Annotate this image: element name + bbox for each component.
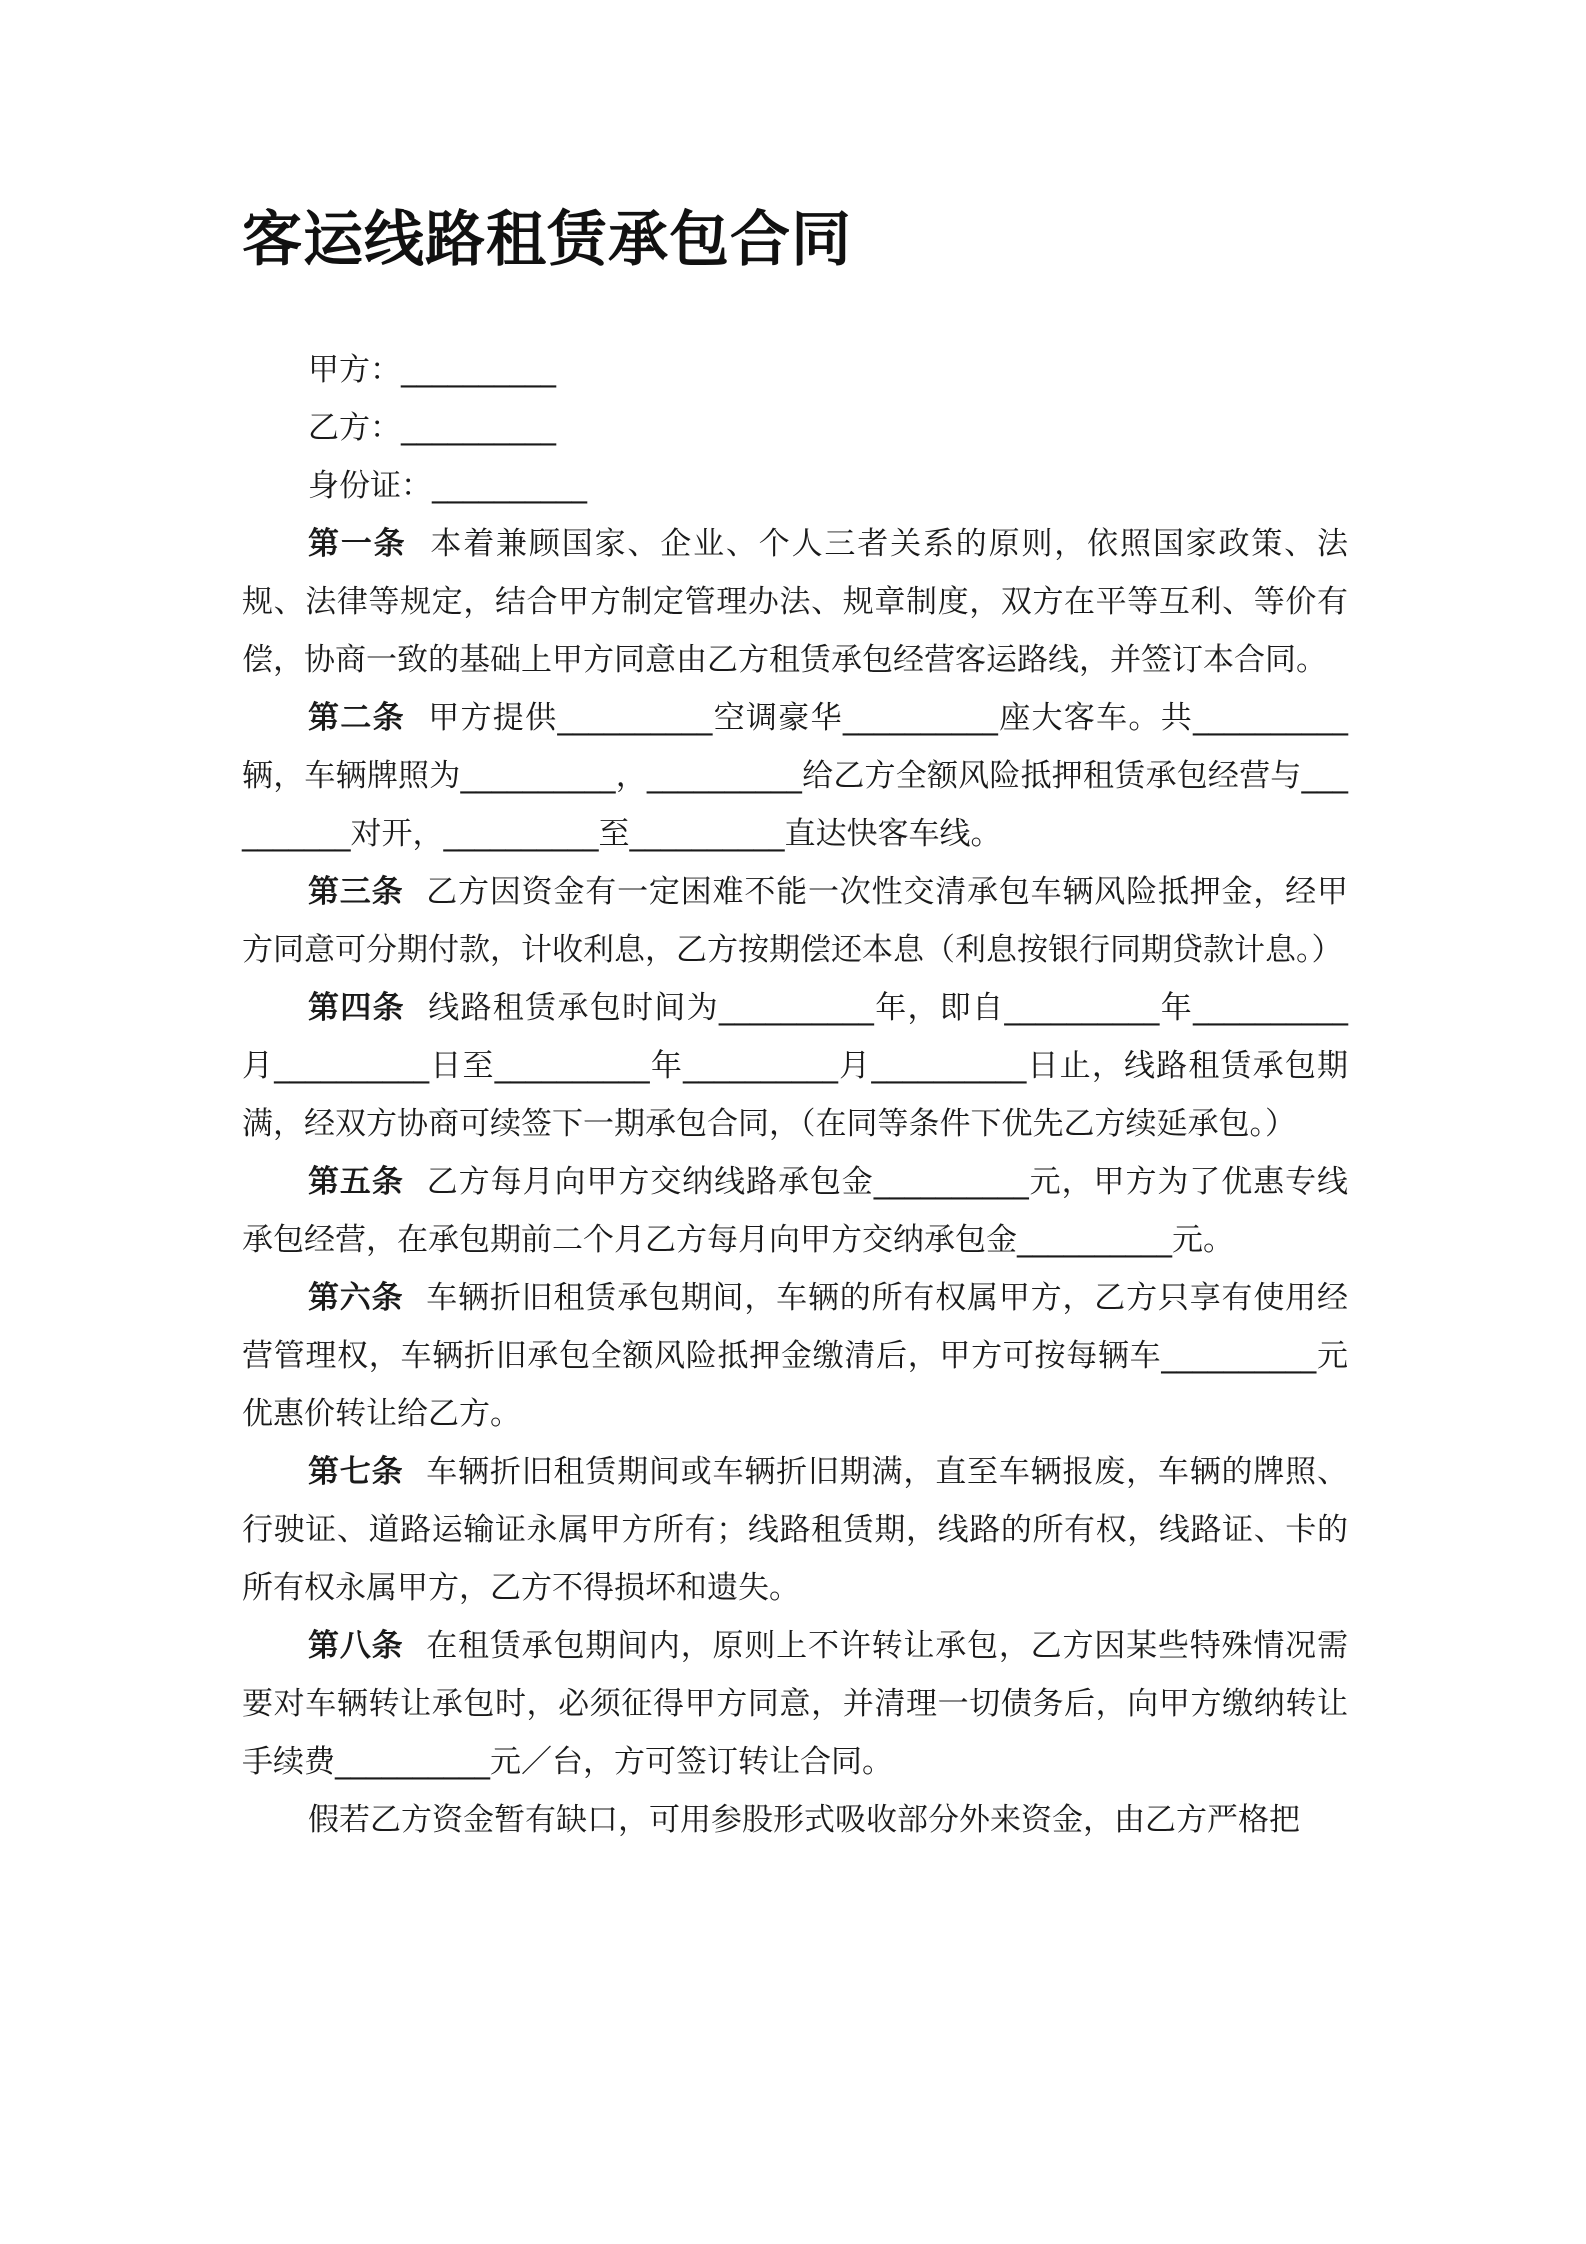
article-text: 车辆折旧租赁期间或车辆折旧期满，直至车辆报废，车辆的牌照、行驶证、道路运输证永属甲方所有；线路租赁期，线路的所有权，线路证、卡的所有权永属甲方，乙方不得损坏和遗失。 xyxy=(242,1454,1348,1606)
article-1 xyxy=(242,515,1348,689)
trailing-paragraph: 假若乙方资金暂有缺口，可用参股形式吸收部分外来资金，由乙方严格把 xyxy=(308,1802,1300,1838)
article-3 xyxy=(242,863,1348,979)
article-7 xyxy=(242,1443,1348,1617)
article-text: 线路租赁承包时间为__________年，即自__________年__________月__________日至__________年__________月__________日止，线路租赁承包期满，经双方协商可续签下一期承包合同，（在同等条件下优先乙方续延承包。） xyxy=(242,990,1349,1142)
article-8 xyxy=(242,1617,1348,1791)
article-label: 第五条 xyxy=(308,1164,404,1200)
document-body xyxy=(242,341,1348,1849)
article-4 xyxy=(242,979,1348,1153)
article-text: 在租赁承包期间内，原则上不许转让承包，乙方因某些特殊情况需要对车辆转让承包时，必须征得甲方同意，并清理一切债务后，向甲方缴纳转让手续费__________元／台，方可签订转让合同。 xyxy=(242,1628,1348,1780)
article-label: 第八条 xyxy=(308,1628,404,1664)
article-text: 乙方因资金有一定困难不能一次性交清承包车辆风险抵押金，经甲方同意可分期付款，计收利息，乙方按期偿还本息（利息按银行同期贷款计息。） xyxy=(242,874,1348,968)
document-title: 客运线路租赁承包合同 xyxy=(242,205,852,275)
article-text: 本着兼顾国家、企业、个人三者关系的原则，依照国家政策、法规、法律等规定，结合甲方制定管理办法、规章制度，双方在平等互利、等价有偿，协商一致的基础上甲方同意由乙方租赁承包经营客运路线，并签订本合同。 xyxy=(242,526,1349,678)
article-label: 第二条 xyxy=(308,700,405,736)
article-label: 第六条 xyxy=(308,1280,404,1316)
id-card-line: 身份证：__________ xyxy=(308,468,587,504)
article-5 xyxy=(242,1153,1348,1269)
article-2 xyxy=(242,689,1348,863)
party-b-line: 乙方：__________ xyxy=(308,410,556,446)
article-label: 第四条 xyxy=(308,990,405,1026)
article-label: 第七条 xyxy=(308,1454,404,1490)
party-a-line: 甲方：__________ xyxy=(308,352,556,388)
article-label: 第三条 xyxy=(308,874,404,910)
article-text: 车辆折旧租赁承包期间，车辆的所有权属甲方，乙方只享有使用经营管理权，车辆折旧承包全额风险抵押金缴清后，甲方可按每辆车__________元优惠价转让给乙方。 xyxy=(242,1280,1348,1432)
article-text: 甲方提供__________空调豪华__________座大客车。共__________辆，车辆牌照为__________，__________给乙方全额风险抵押租赁承包经营与__________对开，__________至__________直达快客车线。 xyxy=(242,700,1349,852)
article-6 xyxy=(242,1269,1348,1443)
article-text: 乙方每月向甲方交纳线路承包金__________元，甲方为了优惠专线承包经营，在承包期前二个月乙方每月向甲方交纳承包金__________元。 xyxy=(242,1164,1349,1258)
article-label: 第一条 xyxy=(308,526,407,562)
